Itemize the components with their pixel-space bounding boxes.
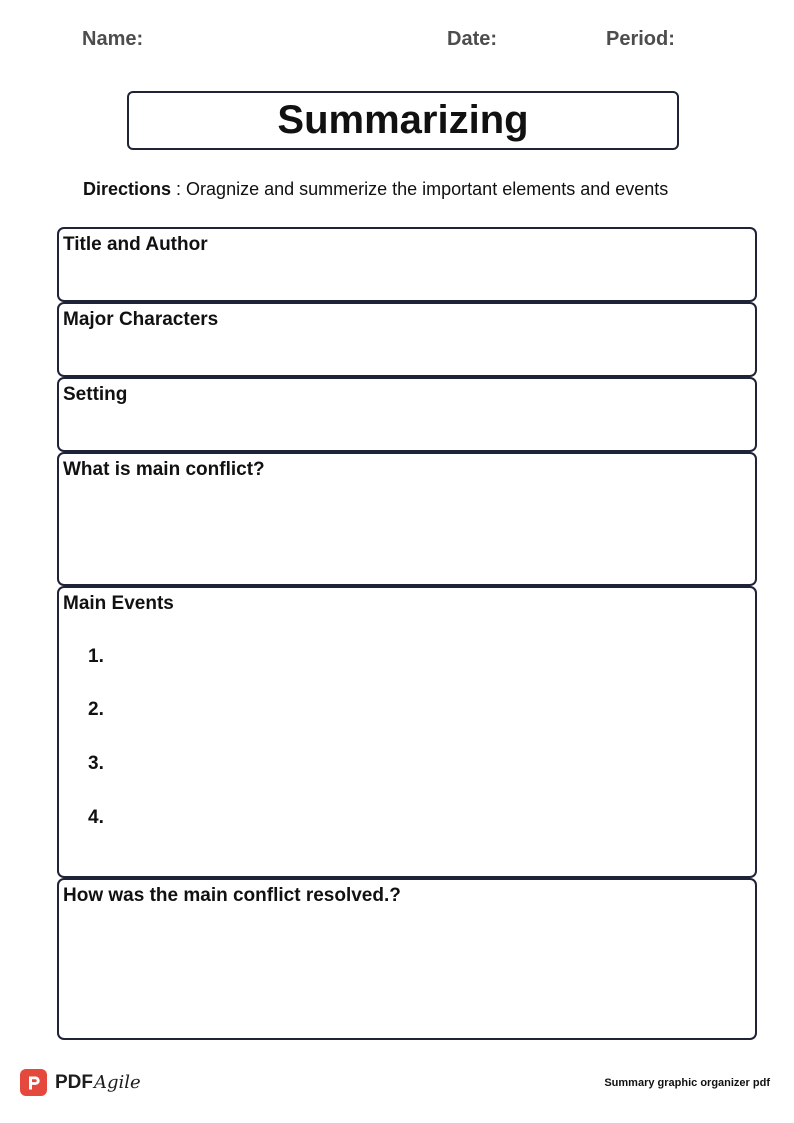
main-event-3: 3. (88, 753, 104, 774)
page-title: Summarizing (277, 98, 529, 142)
footer-caption: Summary graphic organizer pdf (604, 1077, 770, 1089)
title-box (127, 91, 679, 150)
pdfagile-logo (20, 1069, 141, 1096)
directions-label: Directions (83, 179, 172, 199)
setting-box[interactable] (57, 377, 757, 452)
title-author-box[interactable] (57, 227, 757, 302)
major-characters-box[interactable] (57, 302, 757, 377)
main-conflict-label: What is main conflict? (63, 459, 265, 480)
resolution-box[interactable] (57, 878, 757, 1040)
period-label: Period: (606, 28, 675, 50)
pdf-logo-icon (20, 1069, 47, 1096)
logo-text-pdf: PDF (55, 1071, 93, 1093)
setting-label: Setting (63, 384, 128, 405)
directions-text: Oragnize and summerize the important elements and events (186, 179, 669, 199)
directions-separator: : (171, 179, 187, 199)
date-label: Date: (447, 28, 498, 50)
main-event-4: 4. (88, 807, 104, 828)
directions (83, 179, 668, 200)
logo-text-agile: Agile (94, 1072, 141, 1093)
title-author-label: Title and Author (63, 234, 208, 255)
name-label: Name: (82, 28, 144, 50)
main-events-box[interactable] (57, 586, 757, 878)
main-events-label: Main Events (63, 593, 174, 614)
major-characters-label: Major Characters (63, 309, 219, 330)
main-conflict-box[interactable] (57, 452, 757, 586)
resolution-label: How was the main conflict resolved.? (63, 885, 401, 906)
main-event-1: 1. (88, 646, 104, 667)
main-event-2: 2. (88, 699, 104, 720)
